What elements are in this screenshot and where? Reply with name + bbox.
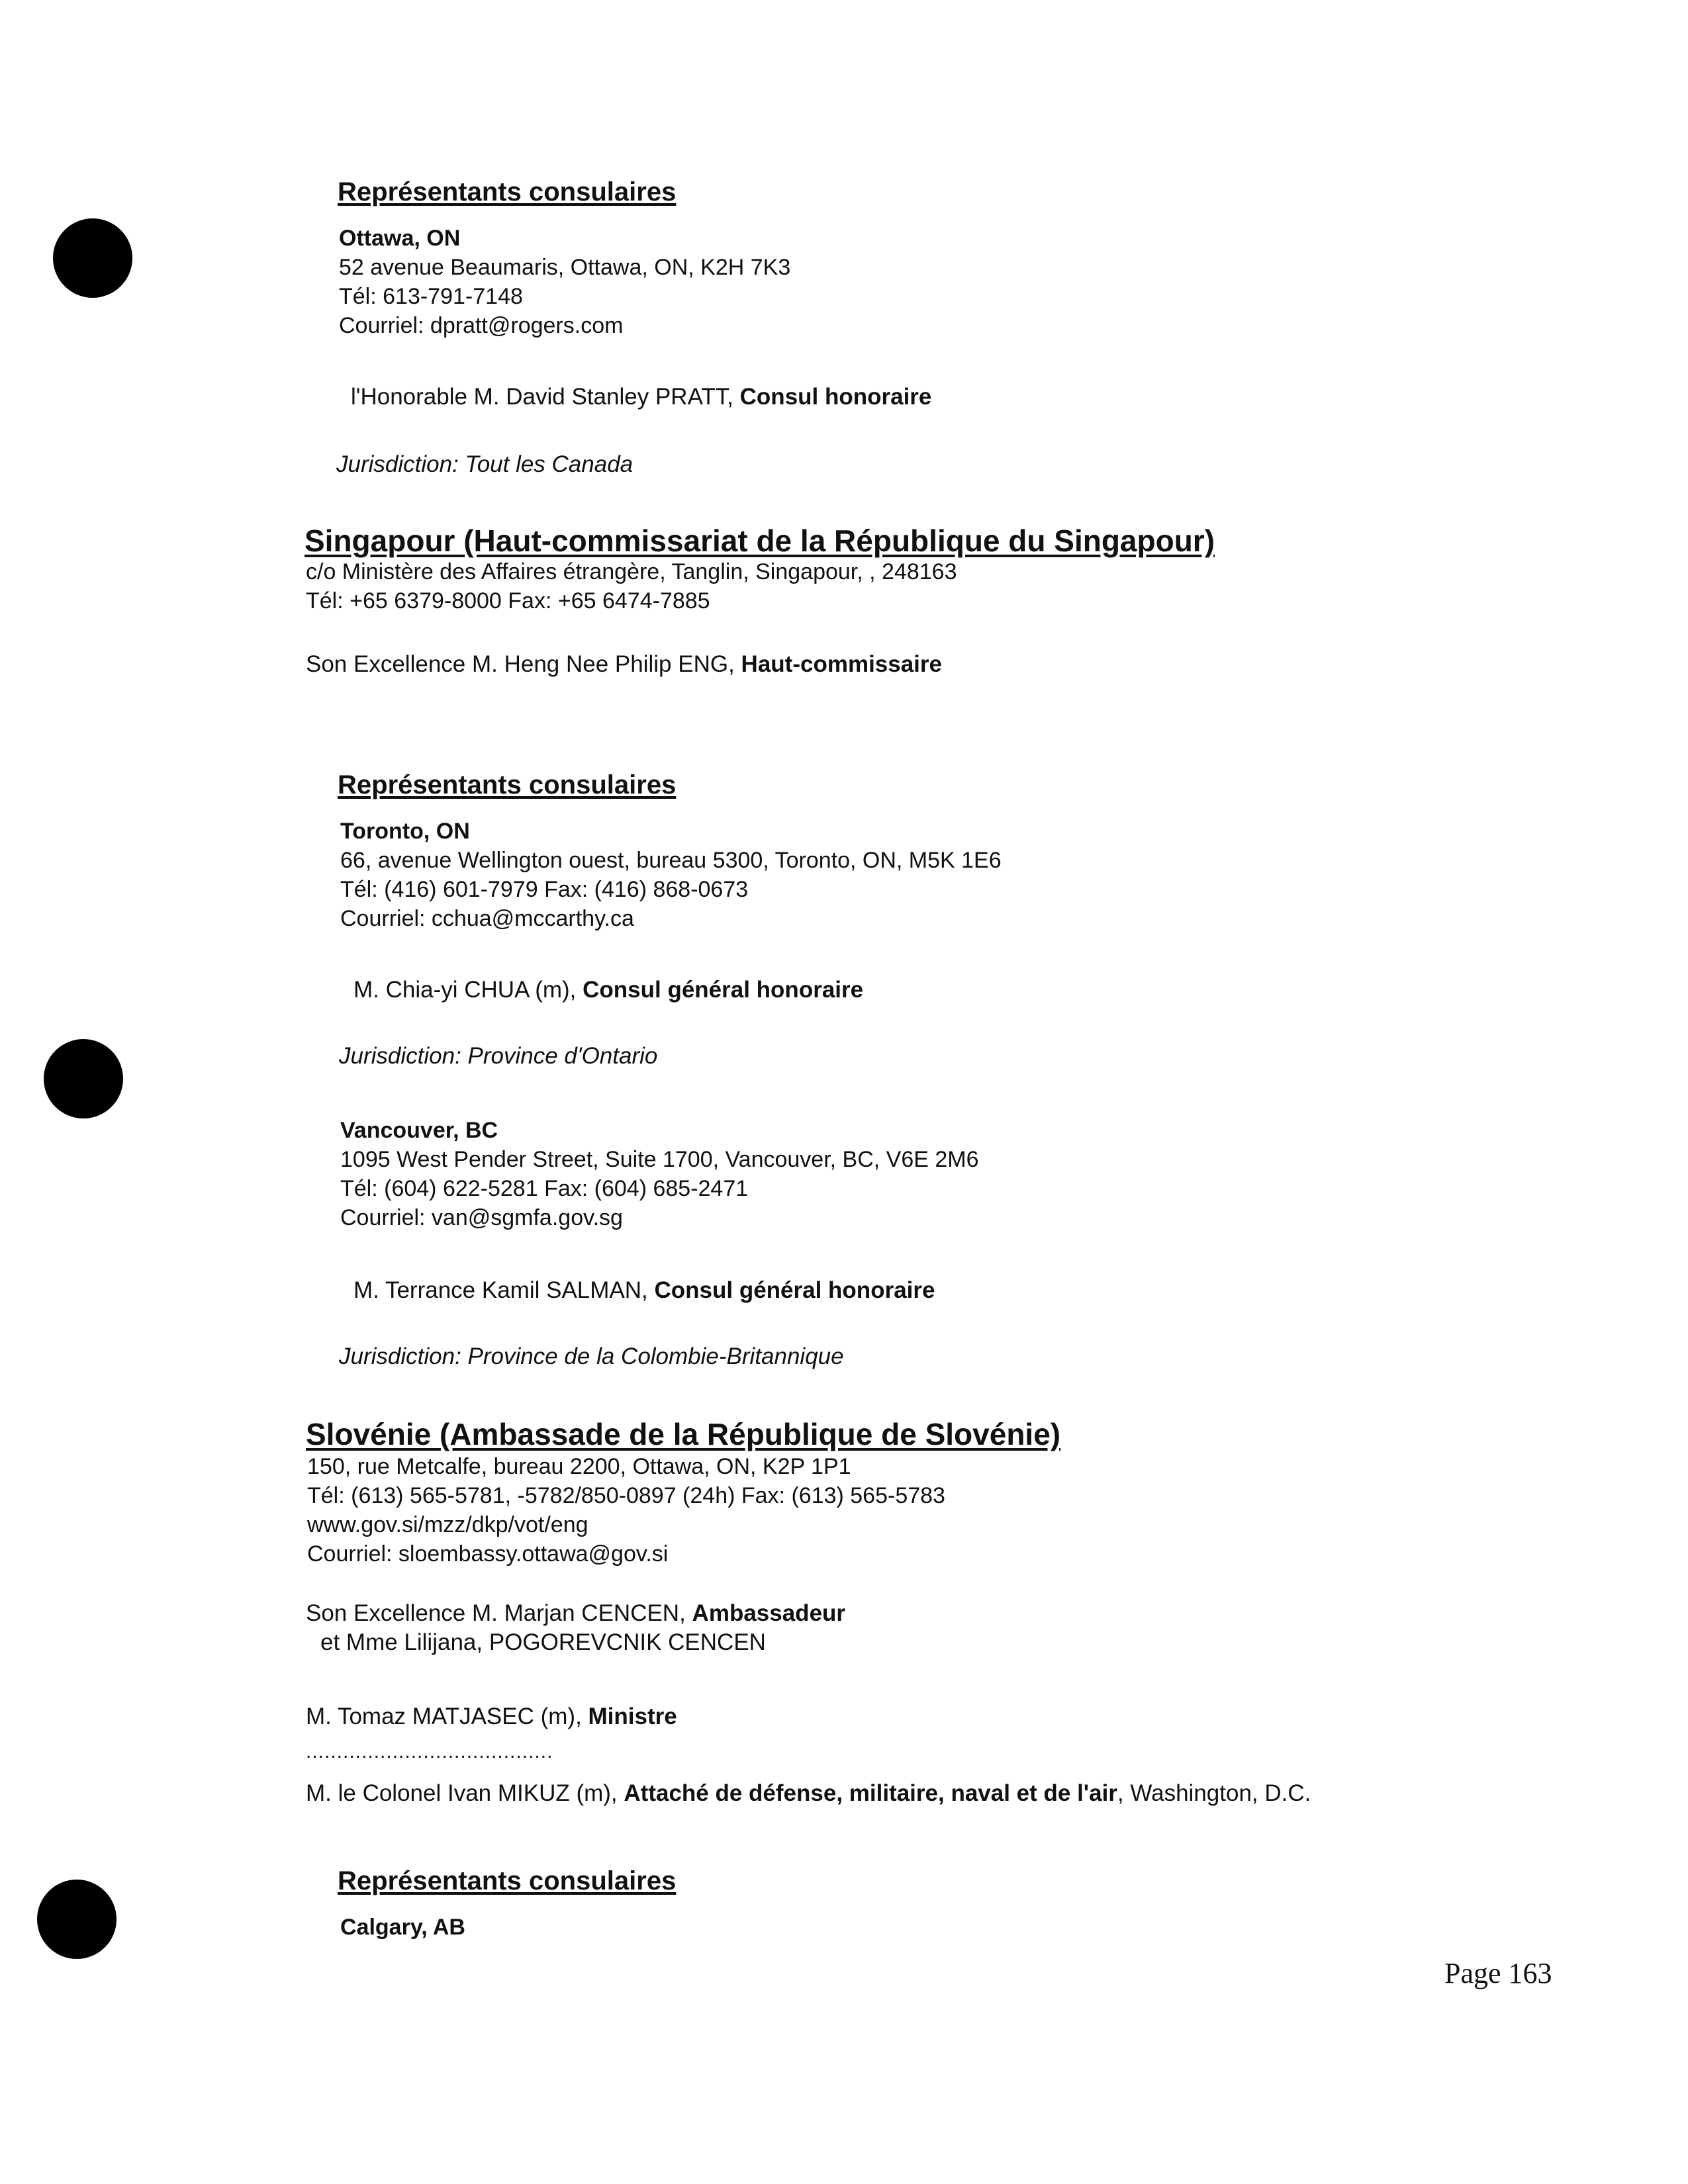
person-title: Haut-commissaire — [741, 651, 942, 677]
person-title: Ministre — [588, 1704, 677, 1729]
person-title: Ambassadeur — [692, 1600, 846, 1626]
staff-entry-attache — [306, 1780, 1311, 1807]
mission-contact-singapore — [306, 557, 957, 615]
person-title: Consul général honoraire — [583, 977, 864, 1003]
consul-entry — [353, 977, 863, 1003]
staff-entry-minister — [306, 1704, 677, 1730]
consul-entry — [353, 1277, 935, 1304]
person-name: M. le Colonel Ivan MIKUZ (m), — [306, 1780, 624, 1806]
mission-website: www.gov.si/mzz/dkp/vot/eng — [307, 1512, 588, 1537]
office-email: Courriel: cchua@mccarthy.ca — [340, 906, 634, 931]
person-name: Son Excellence M. Heng Nee Philip ENG, — [306, 651, 741, 677]
jurisdiction-value: Tout les Canada — [458, 451, 633, 477]
mission-phone: Tél: (613) 565-5781, -5782/850-0897 (24h) Fax: (613) 565-5783 — [307, 1483, 945, 1508]
office-address: 52 avenue Beaumaris, Ottawa, ON, K2H 7K3 — [339, 255, 791, 280]
person-title: Attaché de défense, militaire, naval et de l'air — [624, 1780, 1117, 1806]
office-phone: Tél: (604) 622-5281 Fax: (604) 685-2471 — [340, 1176, 749, 1201]
jurisdiction-value: Province de la Colombie-Britannique — [461, 1343, 844, 1369]
person-name: l'Honorable M. David Stanley PRATT, — [351, 384, 740, 410]
page-number: Page 163 — [1444, 1957, 1552, 1989]
consular-section-title: Représentants consulaires — [338, 770, 677, 799]
office-city: Calgary, AB — [340, 1915, 465, 1940]
punch-hole-top — [53, 218, 132, 298]
mission-address: 150, rue Metcalfe, bureau 2200, Ottawa, ON, K2P 1P1 — [307, 1454, 851, 1479]
person-title: Consul général honoraire — [654, 1277, 935, 1303]
jurisdiction-line — [339, 1043, 657, 1069]
mission-phone: Tél: +65 6379-8000 Fax: +65 6474-7885 — [306, 588, 710, 614]
person-name: M. Tomaz MATJASEC (m), — [306, 1704, 588, 1729]
office-address: 1095 West Pender Street, Suite 1700, Vancouver, BC, V6E 2M6 — [340, 1147, 979, 1172]
mission-address: c/o Ministère des Affaires étrangère, Tanglin, Singapour, , 248163 — [306, 559, 957, 584]
spouse-line: et Mme Lilijana, POGOREVCNIK CENCEN — [320, 1629, 766, 1655]
punch-hole-middle — [44, 1039, 123, 1118]
office-phone: Tél: 613-791-7148 — [339, 284, 523, 309]
head-of-mission — [306, 651, 942, 678]
office-email: Courriel: dpratt@rogers.com — [339, 313, 624, 338]
jurisdiction-value: Province d'Ontario — [461, 1043, 658, 1069]
mission-email: Courriel: sloembassy.ottawa@gov.si — [307, 1541, 669, 1567]
mission-contact-slovenia — [307, 1452, 945, 1569]
dotted-separator: ........................................ — [306, 1741, 553, 1762]
office-email: Courriel: van@sgmfa.gov.sg — [340, 1205, 623, 1230]
person-name: M. Terrance Kamil SALMAN, — [353, 1277, 655, 1303]
jurisdiction-label: Jurisdiction: — [339, 1343, 461, 1369]
consular-office-ottawa — [339, 224, 790, 340]
consular-office-vancouver — [340, 1116, 979, 1232]
consular-section-title: Représentants consulaires — [338, 177, 677, 206]
jurisdiction-line — [336, 451, 633, 478]
consular-section-title: Représentants consulaires — [338, 1866, 677, 1895]
country-heading-singapore: Singapour (Haut-commissariat de la République du Singapour) — [305, 523, 1215, 558]
consular-office-calgary — [340, 1913, 465, 1942]
jurisdiction-line — [339, 1343, 844, 1370]
person-title: Consul honoraire — [739, 384, 932, 410]
office-city: Ottawa, ON — [339, 226, 461, 251]
punch-hole-bottom — [37, 1880, 117, 1959]
person-name: M. Chia-yi CHUA (m), — [353, 977, 583, 1003]
consul-entry — [351, 384, 931, 410]
office-phone: Tél: (416) 601-7979 Fax: (416) 868-0673 — [340, 877, 749, 902]
person-location: , Washington, D.C. — [1117, 1780, 1311, 1806]
head-of-mission — [306, 1600, 845, 1627]
office-city: Vancouver, BC — [340, 1118, 498, 1143]
office-city: Toronto, ON — [340, 819, 470, 844]
person-name: Son Excellence M. Marjan CENCEN, — [306, 1600, 692, 1626]
jurisdiction-label: Jurisdiction: — [339, 1043, 461, 1069]
country-heading-slovenia: Slovénie (Ambassade de la République de Slovénie) — [306, 1417, 1061, 1451]
consular-office-toronto — [340, 817, 1002, 933]
office-address: 66, avenue Wellington ouest, bureau 5300, Toronto, ON, M5K 1E6 — [340, 848, 1002, 873]
jurisdiction-label: Jurisdiction: — [336, 451, 459, 477]
